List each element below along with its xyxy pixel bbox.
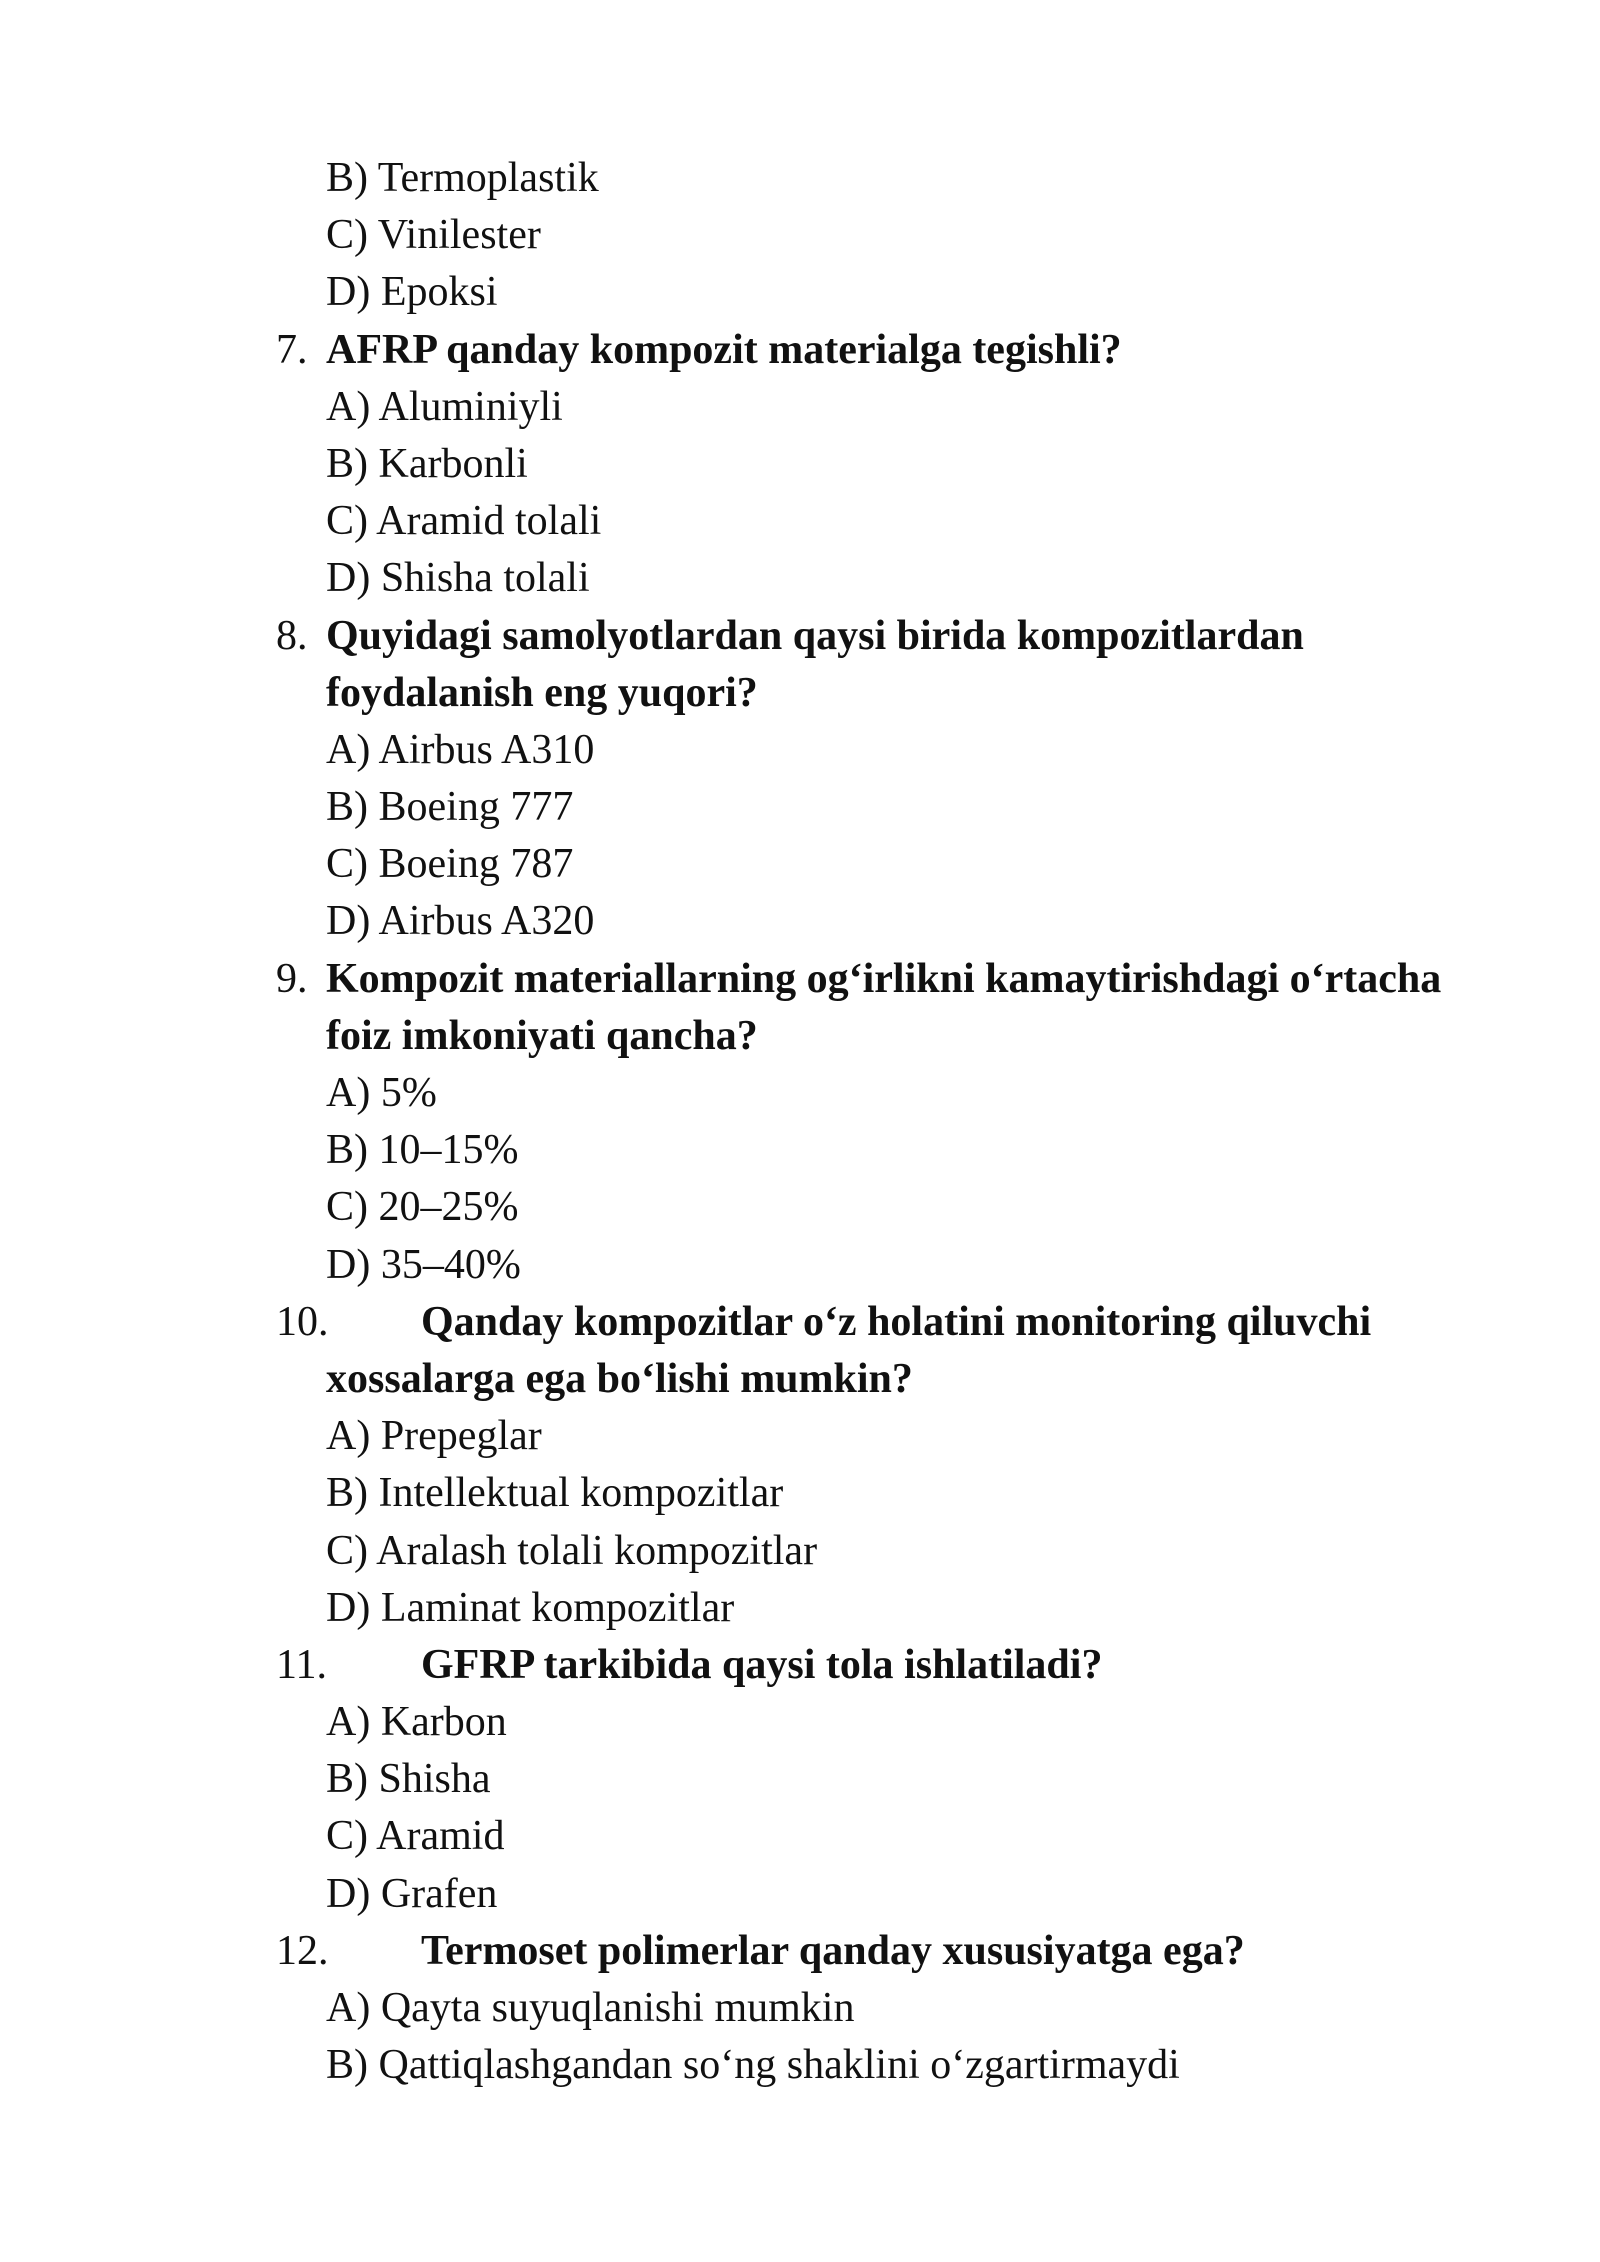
option: B) Karbonli: [326, 440, 528, 487]
question-7: [276, 322, 1526, 379]
option: B) Boeing 777: [326, 784, 574, 831]
question-text: Quyidagi samolyotlardan qaysi birida kompozitlardan: [326, 612, 1304, 659]
question-number: 8.: [276, 612, 308, 659]
question-number: 10.: [276, 1298, 329, 1345]
question-12: [276, 1923, 1526, 1980]
option: C) Vinilester: [326, 212, 541, 259]
question-text: Qanday kompozitlar o‘z holatini monitoring qiluvchi: [421, 1298, 1372, 1345]
question-number: 9.: [276, 955, 308, 1002]
question-text-continued: xossalarga ega bo‘lishi mumkin?: [326, 1355, 913, 1402]
option: D) 35–40%: [326, 1241, 521, 1288]
question-11: [276, 1637, 1526, 1694]
question-number: 11.: [276, 1641, 327, 1688]
option: D) Grafen: [326, 1870, 498, 1917]
option: D) Laminat kompozitlar: [326, 1584, 735, 1631]
question-text-continued: foiz imkoniyati qancha?: [326, 1012, 758, 1059]
question-number: 7.: [276, 326, 308, 373]
question-text: AFRP qanday kompozit materialga tegishli?: [326, 326, 1122, 373]
option: B) Termoplastik: [326, 155, 599, 201]
option: C) 20–25%: [326, 1184, 519, 1231]
option: A) Prepeglar: [326, 1413, 542, 1460]
question-text: Kompozit materiallarning og‘irlikni kamaytirishdagi o‘rtacha: [326, 955, 1442, 1002]
question-text: Termoset polimerlar qanday xususiyatga ega?: [421, 1927, 1245, 1974]
question-8: [276, 608, 1526, 665]
option: C) Boeing 787: [326, 841, 574, 888]
option: B) Qattiqlashgandan so‘ng shaklini o‘zgartirmaydi: [326, 2042, 1180, 2089]
question-10: [276, 1294, 1526, 1351]
question-9: [276, 951, 1526, 1008]
document-body: [276, 150, 1526, 2094]
option: A) Karbon: [326, 1699, 507, 1746]
option: B) Shisha: [326, 1756, 491, 1803]
option: A) 5%: [326, 1070, 437, 1116]
option: D) Epoksi: [326, 269, 498, 316]
option: A) Qayta suyuqlanishi mumkin: [326, 1985, 855, 2031]
option: A) Airbus A310: [326, 726, 595, 773]
option: B) 10–15%: [326, 1127, 519, 1174]
option: C) Aramid: [326, 1813, 505, 1860]
option: C) Aramid tolali: [326, 498, 602, 545]
option: A) Aluminiyli: [326, 383, 563, 430]
option: C) Aralash tolali kompozitlar: [326, 1527, 818, 1574]
option: D) Shisha tolali: [326, 555, 590, 602]
option: B) Intellektual kompozitlar: [326, 1470, 784, 1517]
question-text-continued: foydalanish eng yuqori?: [326, 669, 758, 716]
question-text: GFRP tarkibida qaysi tola ishlatiladi?: [421, 1641, 1103, 1688]
question-number: 12.: [276, 1927, 329, 1974]
option: D) Airbus A320: [326, 898, 595, 945]
